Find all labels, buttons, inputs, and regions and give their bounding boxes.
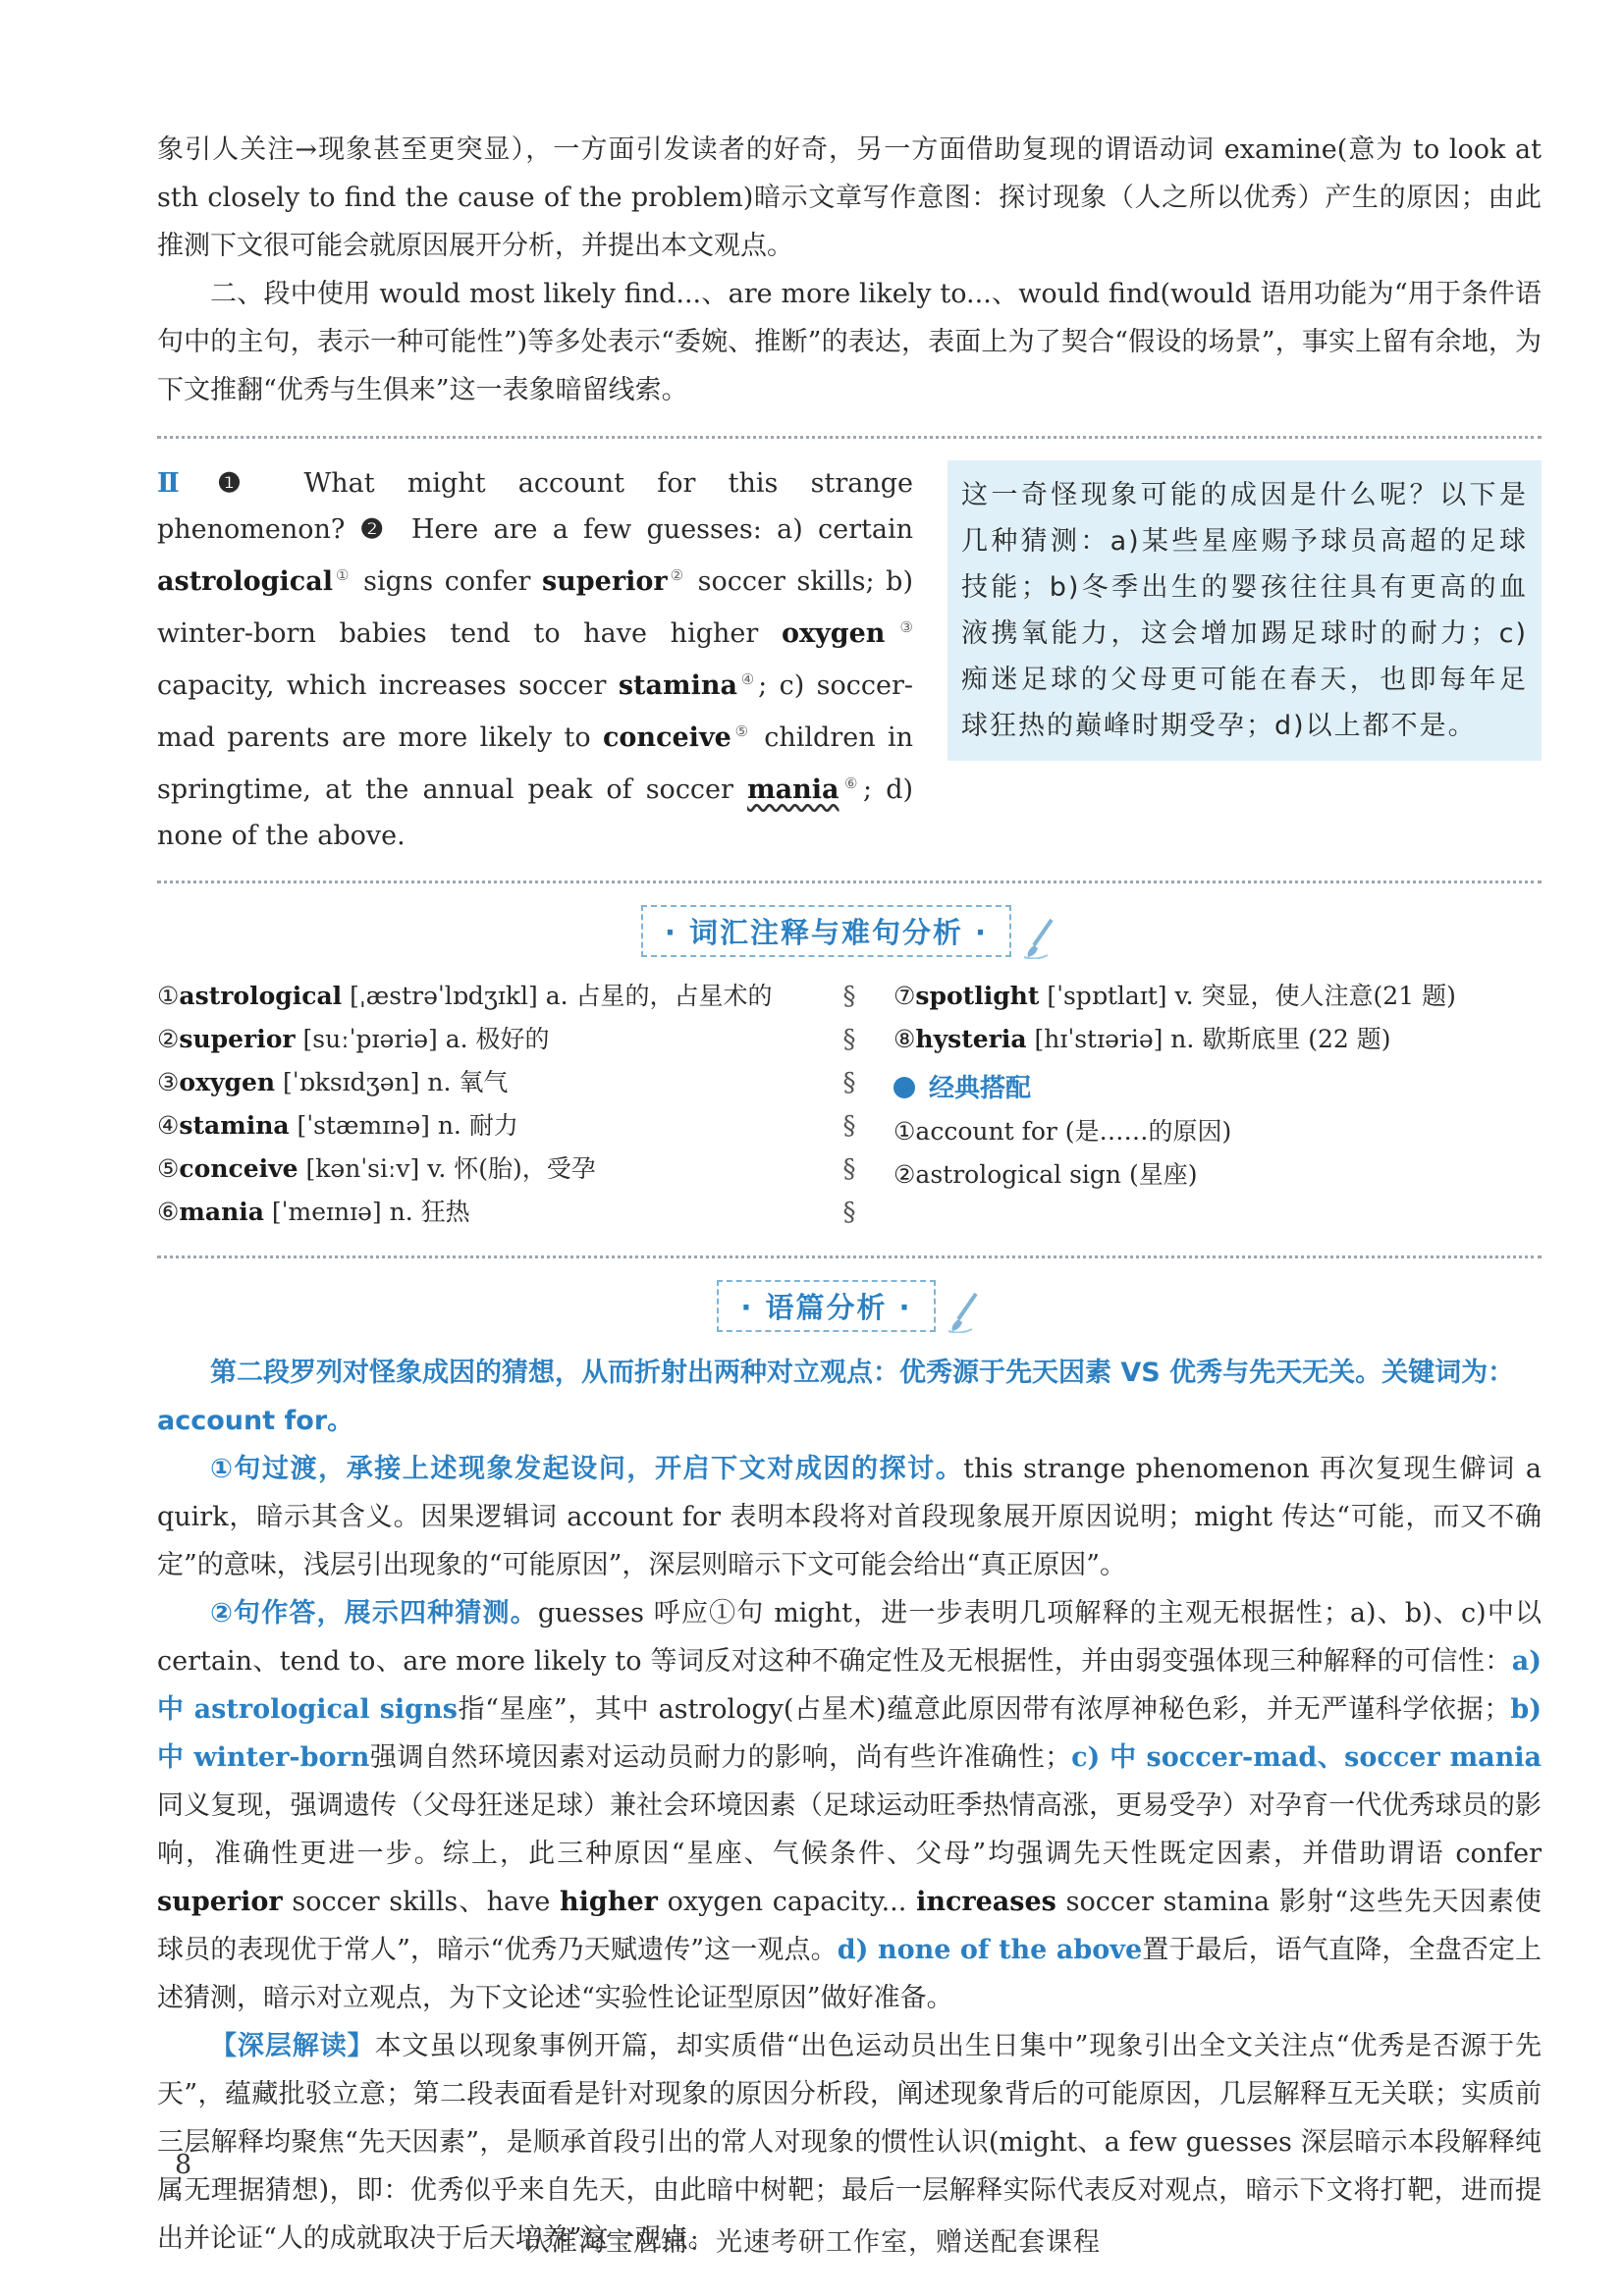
- vocab-headword: oxygen: [179, 1067, 276, 1096]
- vocab-entry: [157, 1018, 805, 1061]
- page-content: [157, 126, 1542, 2263]
- vocab-ref: ①: [333, 566, 352, 584]
- analysis-bold: increases: [916, 1887, 1056, 1917]
- vocab-definition: [ˈspɒtlaɪt] v. 突显，使人注意(21 题): [1039, 981, 1456, 1010]
- vocab-number: ②: [157, 1024, 180, 1053]
- vocab-ref: ⑤: [731, 722, 752, 740]
- analysis-lead: 第二段罗列对怪象成因的猜想，从而折射出两种对立观点：优秀源于先天因素 VS 优秀与先天无关。关键词为：account for。: [157, 1358, 1515, 1436]
- phrase-entry: ②astrological sign (星座): [893, 1159, 1198, 1189]
- sentence-number-2: ❷: [359, 514, 391, 545]
- vocab-word: oxygen: [781, 618, 886, 649]
- vocab-definition: [ˌæstrəˈlɒdʒɪkl] a. 占星的，占星术的: [342, 981, 773, 1010]
- vocab-entry: [893, 1018, 1542, 1061]
- vocab-number: ①: [157, 981, 180, 1010]
- vocab-number: ③: [157, 1067, 180, 1096]
- vocab-number: ⑧: [893, 1024, 916, 1053]
- vocab-number: ⑥: [157, 1197, 180, 1226]
- vocab-ref: ③: [885, 618, 913, 636]
- vocab-word: astrological: [157, 566, 333, 597]
- intro-paragraph-2: 二、段中使用 would most likely find...、are more likely to...、would find(would 语用功能为“用于条件语句中的主句，表示一种可能性”)等多处表示“委婉、推断”的表达，表面上为了契合“假设的场景”，事实上留有余地，为下文推翻“优秀与生俱来”这一表象暗留线索。: [157, 279, 1542, 405]
- divider: [157, 436, 1542, 439]
- vocab-definition: [ˈɒksɪdʒən] n. 氧气: [275, 1067, 509, 1096]
- analysis-bold: superior: [157, 1887, 283, 1917]
- vocab-entry: [157, 1061, 805, 1104]
- sentence-2-part: capacity, which increases soccer: [157, 670, 607, 701]
- analysis-text: guesses 呼应①句 might，进一步表明几项解释的主观无根据性；a)、b)、c)中以 certain、tend to、are more likely to 等词反对这种不确定性及无根据性，并由弱变强体现三种解释的可信性：: [157, 1598, 1542, 1677]
- analysis-highlight: b) 中 winter-born: [157, 1694, 1542, 1773]
- vocab-headword: superior: [179, 1024, 296, 1053]
- deep-reading-tag: 【深层解读】: [210, 2031, 375, 2061]
- sentence-2-part: children in springtime, at the annual peak of soccer: [157, 722, 913, 805]
- vocab-column-right: [893, 975, 1542, 1234]
- vocab-entry: [157, 1104, 805, 1148]
- vocab-headword: mania: [179, 1197, 264, 1226]
- sentence-2-part: ; d) none of the above.: [157, 774, 914, 851]
- analysis-bold: higher: [560, 1887, 658, 1917]
- analysis-text: this strange phenomenon 再次复现生僻词 a quirk，暗示其含义。因果逻辑词 account for 表明本段将对首段现象展开原因说明；might 传达“可能，而又不确定”的意味，浅层引出现象的“可能原因”，深层则暗示下文可能会给出“真正原因”。: [157, 1454, 1542, 1580]
- divider: [157, 1255, 1542, 1258]
- vocab-entry: [157, 975, 805, 1018]
- brush-icon: [947, 1292, 982, 1333]
- brush-icon: [1022, 918, 1057, 959]
- intro-paragraph-1: 象引人关注→现象甚至更突显），一方面引发读者的好奇，另一方面借助复现的谓语动词 examine(意为 to look at sth closely to find the cause of the problem)暗示文章写作意图：探讨现象（人之所以优秀）产生的原因；由此推测下文很可能会就原因展开分析，并提出本文观点。: [157, 134, 1542, 261]
- analysis-highlight: a) 中 astrological signs: [157, 1646, 1542, 1725]
- vocab-definition: [suːˈpɪəriə] a. 极好的: [295, 1024, 550, 1053]
- paragraph-number: Ⅱ: [157, 468, 204, 499]
- analysis-text: soccer skills、have: [292, 1887, 551, 1917]
- analysis-text: 同义复现，强调遗传（父母狂迷足球）兼社会环境因素（足球运动旺季热情高涨，更易受孕）对孕育一代优秀球员的影响，准确性更进一步。综上，此三种原因“星座、气候条件、父母”均强调先天性既定因素，并借助谓语 confer: [157, 1790, 1542, 1869]
- vocab-number: ⑤: [157, 1153, 180, 1183]
- analysis-highlight: ①句过渡，承接上述现象发起设问，开启下文对成因的探讨。: [210, 1454, 964, 1484]
- vocab-section-title: · 词汇注释与难句分析 ·: [641, 905, 1011, 957]
- vocab-entry: [157, 1191, 805, 1234]
- vocab-ref: ⑥: [839, 774, 863, 792]
- analysis-text: 强调自然环境因素对运动员耐力的影响，尚有些许准确性；: [369, 1742, 1072, 1773]
- sentence-2-part: Here are a few guesses: a) certain: [410, 514, 913, 545]
- analysis-paragraph-2: [157, 1589, 1542, 2022]
- divider: [157, 881, 1542, 883]
- analysis-paragraph-1: [157, 1445, 1542, 1589]
- sentence-2-part: signs confer: [363, 566, 531, 597]
- passage-translation: 这一奇怪现象可能的成因是什么呢？以下是几种猜测：a)某些星座赐予球员高超的足球技能；b)冬季出生的婴孩往往具有更高的血液携氧能力，这会增加踢足球时的耐力；c)痴迷足球的父母更可能在春天，也即每年足球狂热的巅峰时期受孕；d)以上都不是。: [947, 460, 1542, 761]
- vocab-section-header: [157, 905, 1542, 959]
- vocab-word: conceive: [602, 722, 731, 753]
- vocab-word: superior: [541, 566, 668, 597]
- vocab-headword: hysteria: [915, 1024, 1027, 1053]
- footer-note: 认准淘宝店铺：光速考研工作室，赠送配套课程: [523, 2227, 1101, 2258]
- vocab-number: ④: [157, 1110, 180, 1140]
- deep-reading-text: 本文虽以现象事例开篇，却实质借“出色运动员出生日集中”现象引出全文关注点“优秀是否源于先天”，蕴藏批驳立意；第二段表面看是针对现象的原因分析段，阐述现象背后的可能原因，几层解释互无关联；实质前三层解释均聚焦“先天因素”，是顺承首段引出的常人对现象的惯性认识(might、a few guesses 深层暗示本段解释纯属无理据猜想)，即：优秀似乎来自先天，由此暗中树靶；最后一层解释实际代表反对观点，暗示下文将打靶，进而提出并论证“人的成就取决于后天培养”这一观点。: [157, 2031, 1542, 2254]
- vocab-entry: [157, 1148, 805, 1191]
- vocab-definition: [hɪˈstɪəriə] n. 歇斯底里 (22 题): [1026, 1024, 1391, 1053]
- analysis-highlight: d) none of the above: [837, 1935, 1143, 1965]
- vocab-ref: ④: [736, 670, 759, 688]
- passage-english: [157, 460, 913, 859]
- vocab-headword: stamina: [179, 1110, 290, 1140]
- sentence-1: What might account for this strange phenomenon?: [157, 468, 913, 545]
- analysis-text: soccer stamina 影射“这些先天因素使球员的表现优于常人”，暗示“优秀乃天赋遗传”这一观点。: [157, 1887, 1542, 1965]
- vocab-column-left: [157, 975, 805, 1234]
- sentence-number-1: ❶: [217, 468, 266, 499]
- vocab-definition: [ˈmeɪnɪə] n. 狂热: [263, 1197, 470, 1226]
- analysis-section-title: · 语篇分析 ·: [717, 1280, 935, 1332]
- page-number: 8: [175, 2150, 192, 2180]
- passage-block: [157, 460, 1542, 859]
- vocab-word: mania: [747, 774, 839, 805]
- phrase-section-title: 经典搭配: [893, 1067, 1542, 1110]
- analysis-text: 指“星座”，其中 astrology(占星术)蕴意此原因带有浓厚神秘色彩，并无严谨科学依据；: [457, 1694, 1511, 1725]
- vocab-word: stamina: [618, 670, 737, 701]
- phrase-entry: ①account for (是……的原因): [893, 1116, 1232, 1146]
- vocab-headword: conceive: [179, 1153, 298, 1183]
- analysis-section-header: [157, 1280, 1542, 1334]
- wavy-separator: § § § § § §: [842, 981, 856, 1227]
- vocab-headword: spotlight: [915, 981, 1040, 1010]
- analysis-text: 置于最后，语气直降，全盘否定上述猜测，暗示对立观点，为下文论述“实验性论证型原因”做好准备。: [157, 1935, 1542, 2013]
- vocab-list: [157, 975, 1542, 1234]
- analysis-text: oxygen capacity...: [667, 1887, 907, 1917]
- sentence-2-part: ; c) soccer-mad parents are more likely to: [157, 670, 913, 753]
- analysis-highlight: c) 中 soccer-mad、soccer mania: [1071, 1742, 1543, 1773]
- vocab-entry: [893, 975, 1542, 1018]
- sentence-2-part: soccer skills; b) winter-born babies tend to have higher: [157, 566, 913, 649]
- analysis-highlight: ②句作答，展示四种猜测。: [210, 1598, 538, 1629]
- vocab-number: ⑦: [893, 981, 916, 1010]
- vocab-definition: [kənˈsiːv] v. 怀(胎)，受孕: [298, 1153, 596, 1183]
- vocab-headword: astrological: [179, 981, 343, 1010]
- vocab-ref: ②: [667, 566, 687, 584]
- vocab-definition: [ˈstæmɪnə] n. 耐力: [289, 1110, 518, 1140]
